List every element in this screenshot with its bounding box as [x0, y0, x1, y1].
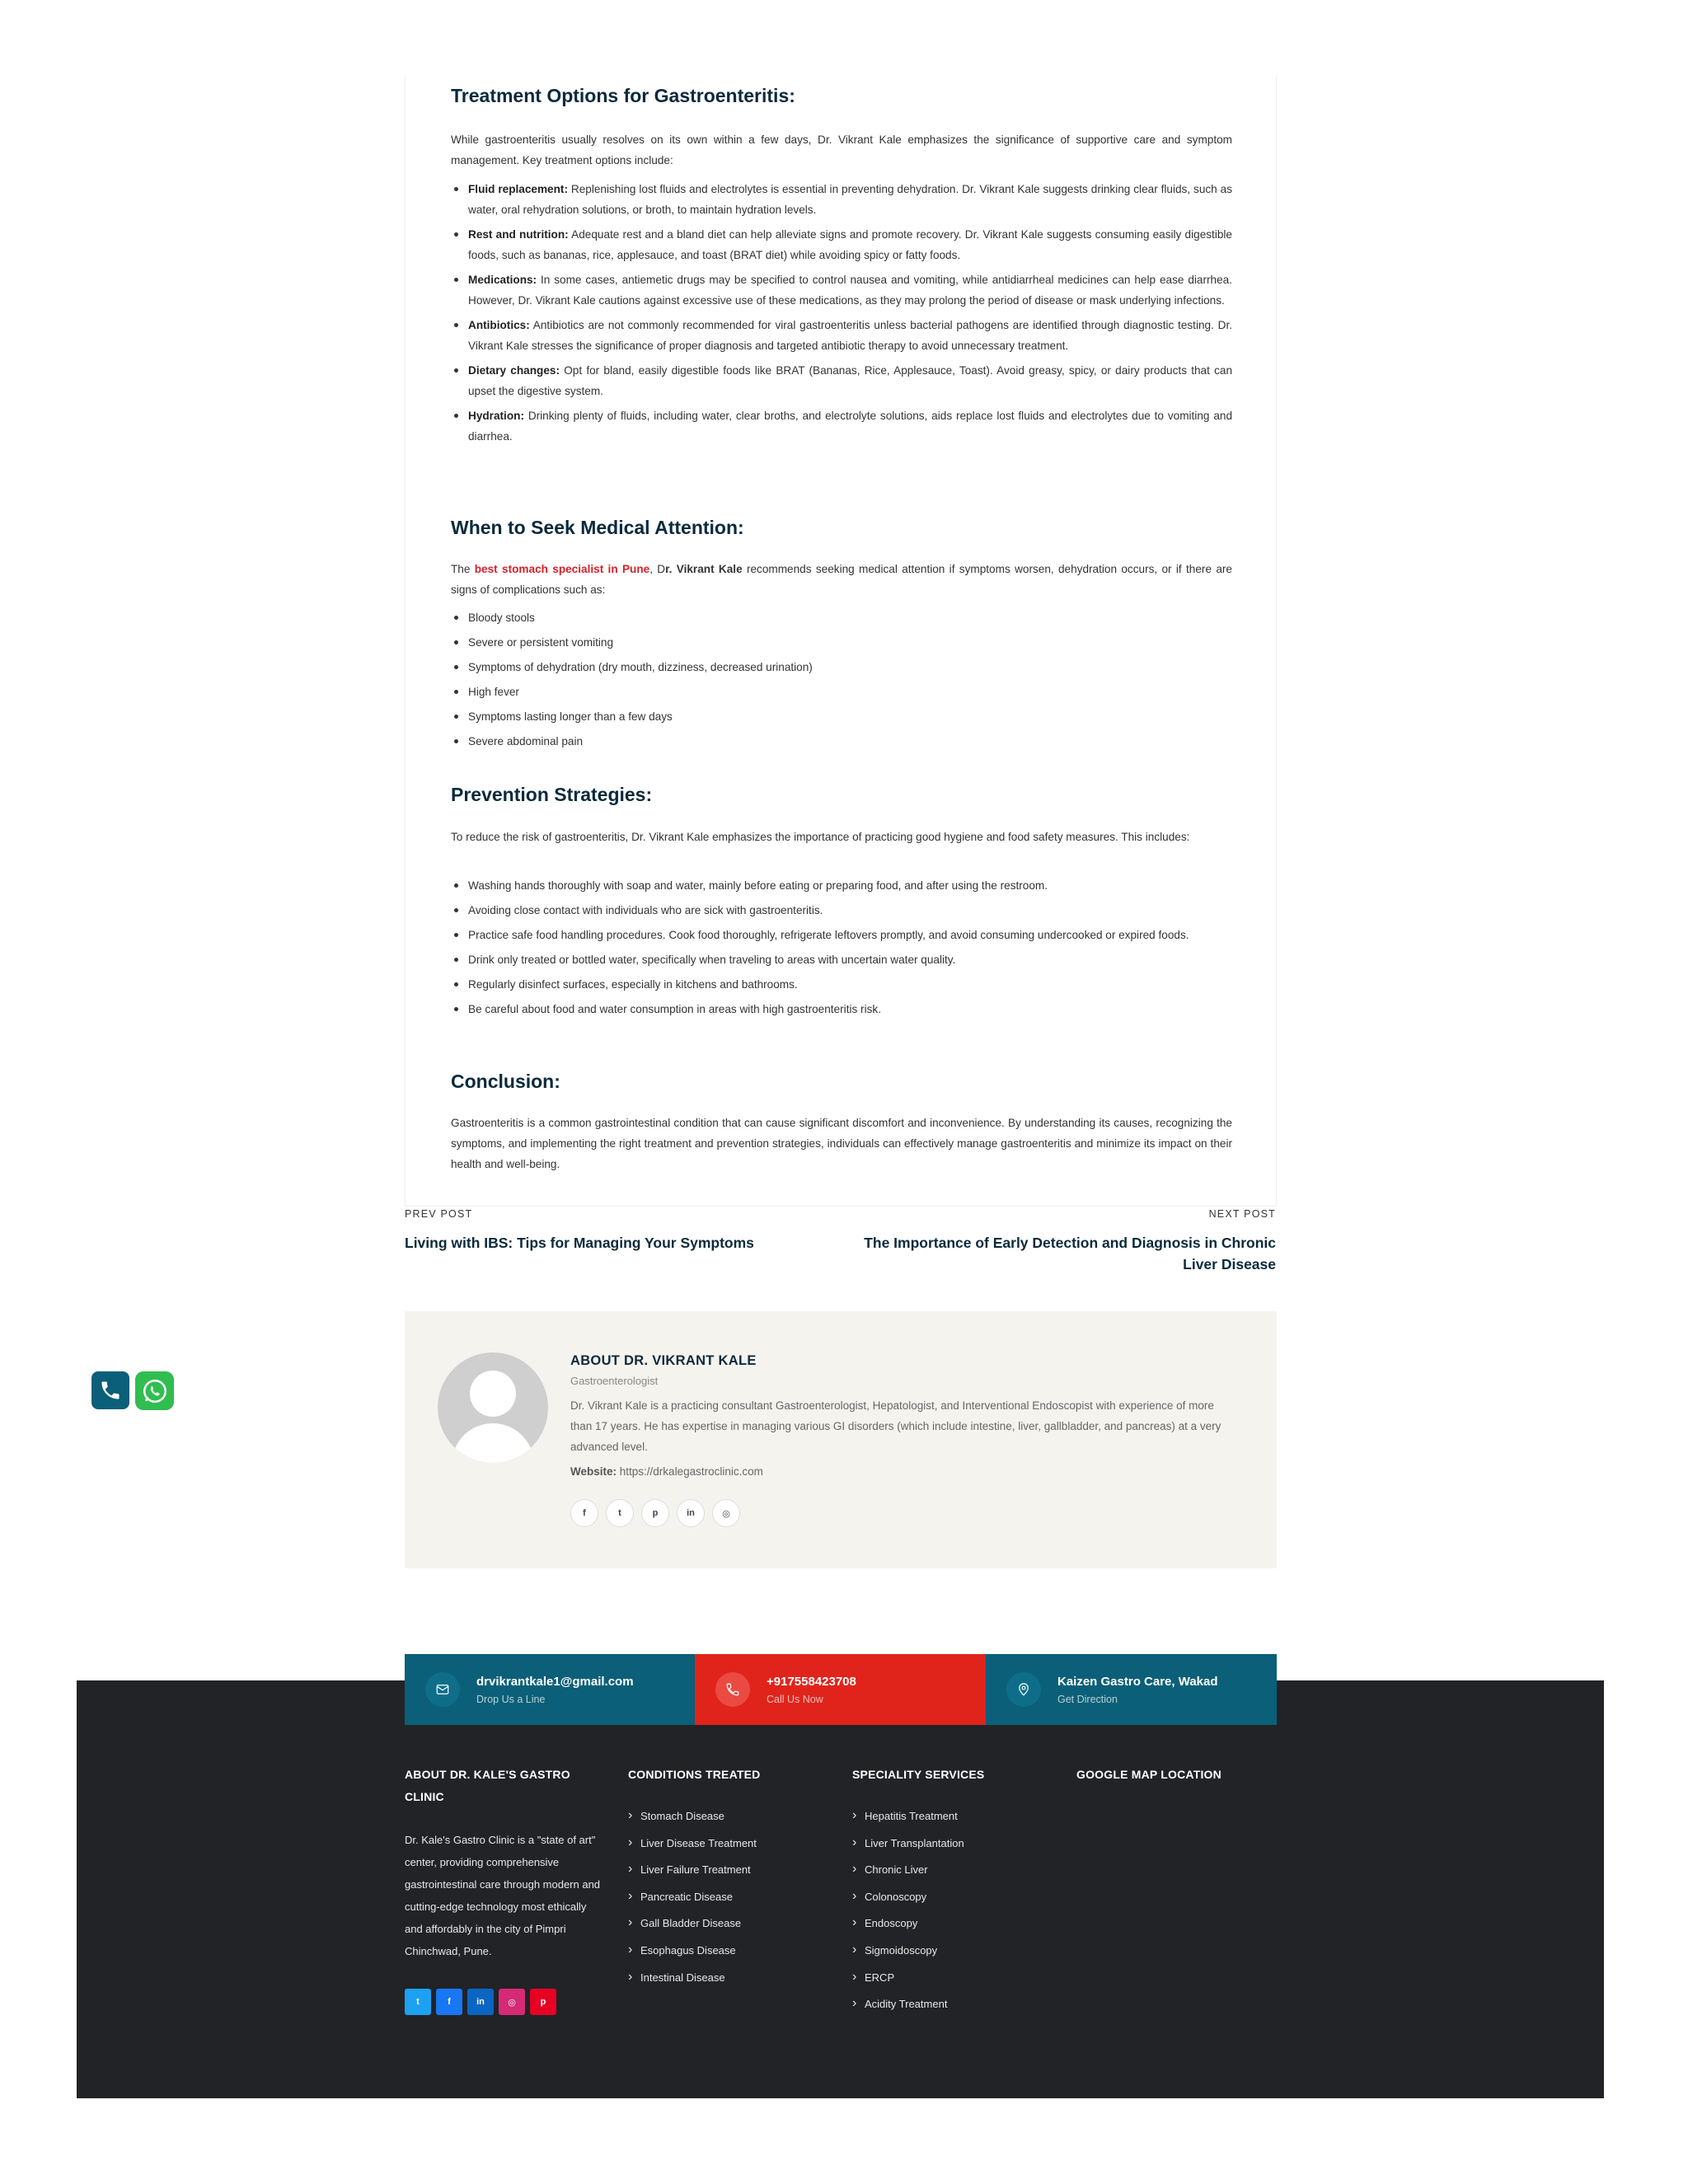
footer-link[interactable]: › Intestinal Disease [628, 1967, 757, 1994]
next-post-link[interactable]: The Importance of Early Detection and Diagnosis in Chronic Liver Disease [864, 1235, 1276, 1272]
attention-heading: When to Seek Medical Attention: [451, 517, 744, 538]
author-name: ABOUT DR. VIKRANT KALE [570, 1353, 757, 1368]
author-website-link[interactable]: https://drkalegastroclinic.com [619, 1465, 763, 1478]
footer-map-heading: GOOGLE MAP LOCATION [1076, 1768, 1221, 1781]
linkedin-icon[interactable]: in [677, 1499, 705, 1527]
email-icon [425, 1672, 460, 1707]
article-card [405, 77, 1277, 1206]
list-item: Severe or persistent vomiting [451, 632, 1232, 653]
footer-link[interactable]: › Stomach Disease [628, 1806, 757, 1833]
attention-intro: The best stomach specialist in Pune, Dr. Vikrant Kale recommends seeking medical attention if symptoms worsen, dehydration occurs, or if there are signs of complications such as: [451, 563, 1232, 596]
best-stomach-specialist-link[interactable]: best stomach specialist in Pune [474, 563, 650, 575]
prevention-intro: To reduce the risk of gastroenteritis, Dr. Vikrant Kale emphasizes the importance of practicing good hygiene and food safety measures. This includes: [451, 831, 1190, 843]
linkedin-icon[interactable]: in [467, 1989, 494, 2015]
footer-link[interactable]: › Pancreatic Disease [628, 1886, 757, 1914]
author-social-links [570, 1499, 740, 1527]
prev-post-label: PREV POST [405, 1208, 473, 1220]
footer-link[interactable]: › Gall Bladder Disease [628, 1913, 757, 1940]
footer-conditions-list [628, 1806, 757, 1994]
next-post-label: NEXT POST [1208, 1208, 1276, 1220]
pinterest-icon[interactable]: p [530, 1989, 556, 2015]
footer-about-heading: ABOUT DR. KALE'S GASTRO CLINIC [405, 1768, 570, 1803]
list-item: Drink only treated or bottled water, specifically when traveling to areas with uncertain water quality. [451, 949, 1232, 970]
list-item: High fever [451, 682, 1232, 702]
prevention-list [451, 875, 1232, 1019]
pinterest-icon[interactable]: p [641, 1499, 669, 1527]
list-item: Hydration: Drinking plenty of fluids, including water, clear broths, and electrolyte solutions, aids replace lost fluids and electrolytes due to vomiting and diarrhea. [451, 405, 1232, 447]
whatsapp-icon [141, 1377, 169, 1405]
footer-link[interactable]: › ERCP [852, 1967, 964, 1994]
contact-email[interactable]: drvikrantkale1@gmail.com Drop Us a Line [405, 1654, 695, 1725]
list-item: Regularly disinfect surfaces, especially in kitchens and bathrooms. [451, 974, 1232, 995]
list-item: Practice safe food handling procedures. Cook food thoroughly, refrigerate leftovers promptly, and avoid consuming undercooked or expired foods. [451, 925, 1232, 945]
footer-link[interactable]: › Liver Transplantation [852, 1833, 964, 1860]
footer-link[interactable]: › Liver Disease Treatment [628, 1833, 757, 1860]
list-item: Symptoms lasting longer than a few days [451, 706, 1232, 727]
author-website: Website: https://drkalegastroclinic.com [570, 1465, 763, 1478]
instagram-icon[interactable]: ◎ [712, 1499, 740, 1527]
treatment-list [451, 179, 1232, 447]
footer-link[interactable]: › Chronic Liver [852, 1859, 964, 1886]
treatment-heading: Treatment Options for Gastroenteritis: [451, 85, 795, 106]
phone-icon [99, 1379, 122, 1402]
list-item: Fluid replacement: Replenishing lost fluids and electrolytes is essential in preventing dehydration. Dr. Vikrant Kale suggests drinking clear fluids, such as water, oral rehydration solutions, or broth, to maintain hydration levels. [451, 179, 1232, 220]
facebook-icon[interactable]: f [436, 1989, 462, 2015]
footer-services-heading: SPECIALITY SERVICES [852, 1768, 985, 1781]
footer-link[interactable]: › Hepatitis Treatment [852, 1806, 964, 1833]
footer-social-links [405, 1989, 556, 2015]
list-item: Symptoms of dehydration (dry mouth, dizziness, decreased urination) [451, 657, 1232, 677]
footer-link[interactable]: › Sigmoidoscopy [852, 1940, 964, 1967]
twitter-icon[interactable]: t [405, 1989, 431, 2015]
list-item: Washing hands thoroughly with soap and water, mainly before eating or preparing food, and after using the restroom. [451, 875, 1232, 896]
twitter-icon[interactable]: t [606, 1499, 634, 1527]
list-item: Dietary changes: Opt for bland, easily digestible foods like BRAT (Bananas, Rice, Applesauce, Toast). Avoid greasy, spicy, or dairy products that can upset the digestive system. [451, 360, 1232, 401]
footer-conditions-heading: CONDITIONS TREATED [628, 1768, 761, 1781]
site-footer [77, 1680, 1604, 2098]
footer-link[interactable]: › Acidity Treatment [852, 1994, 964, 2021]
contact-phone[interactable]: +917558423708 Call Us Now [695, 1654, 986, 1725]
phone-icon [715, 1672, 750, 1707]
footer-services-list [852, 1806, 964, 2021]
footer-link[interactable]: › Colonoscopy [852, 1886, 964, 1914]
footer-link[interactable]: › Esophagus Disease [628, 1940, 757, 1967]
post-nav-divider [405, 1206, 1277, 1207]
prev-post-link[interactable]: Living with IBS: Tips for Managing Your Symptoms [405, 1235, 754, 1251]
footer-about-text: Dr. Kale's Gastro Clinic is a "state of art" center, providing comprehensive gastrointestinal care through modern and cutting-edge technology most ethically and affordably in the city of Pimpri Chinchwad, Pune. [405, 1834, 601, 1957]
footer-link[interactable]: › Endoscopy [852, 1913, 964, 1940]
list-item: Be careful about food and water consumption in areas with high gastroenteritis risk. [451, 999, 1232, 1019]
footer-link[interactable]: › Liver Failure Treatment [628, 1859, 757, 1886]
treatment-intro: While gastroenteritis usually resolves on its own within a few days, Dr. Vikrant Kale emphasizes the significance of supportive care and symptom management. Key treatment options include: [451, 134, 1232, 166]
author-bio: Dr. Vikrant Kale is a practicing consultant Gastroenterologist, Hepatologist, and Interventional Endoscopist with experience of more than 17 years. He has expertise in managing various GI disorders (which include intestine, liver, gallbladder, and pancreas) at a very advanced level. [570, 1399, 1221, 1453]
floating-whatsapp-button[interactable] [135, 1371, 174, 1410]
avatar [438, 1352, 548, 1463]
floating-call-button[interactable] [91, 1371, 129, 1409]
list-item: Avoiding close contact with individuals who are sick with gastroenteritis. [451, 900, 1232, 921]
list-item: Rest and nutrition: Adequate rest and a bland diet can help alleviate signs and promote recovery. Dr. Vikrant Kale suggests consuming easily digestible foods, such as bananas, rice, applesauce, and toast (BRAT diet) while avoiding spicy or fatty foods. [451, 224, 1232, 265]
list-item: Severe abdominal pain [451, 731, 1232, 752]
conclusion-text: Gastroenteritis is a common gastrointestinal condition that can cause significant discomfort and inconvenience. By understanding its causes, recognizing the symptoms, and implementing the right treatment and prevention strategies, individuals can effectively manage gastroenteritis and minimize its impact on their health and well-being. [451, 1117, 1232, 1170]
facebook-icon[interactable]: f [570, 1499, 598, 1527]
author-box [405, 1311, 1277, 1568]
list-item: Bloody stools [451, 607, 1232, 628]
list-item: Antibiotics: Antibiotics are not commonly recommended for viral gastroenteritis unless bacterial pathogens are identified through diagnostic testing. Dr. Vikrant Kale stresses the significance of proper diagnosis and targeted antibiotic therapy to avoid unnecessary treatment. [451, 315, 1232, 356]
instagram-icon[interactable]: ◎ [499, 1989, 525, 2015]
prevention-heading: Prevention Strategies: [451, 784, 653, 805]
attention-list [451, 607, 1232, 752]
author-role: Gastroenterologist [570, 1375, 659, 1387]
list-item: Medications: In some cases, antiemetic drugs may be specified to control nausea and vomiting, while antidiarrheal medicines can help ease diarrhea. However, Dr. Vikrant Kale cautions against excessive use of these medications, as they may prolong the period of disease or mask underlying infections. [451, 269, 1232, 311]
conclusion-heading: Conclusion: [451, 1071, 560, 1092]
contact-location[interactable]: Kaizen Gastro Care, Wakad Get Direction [986, 1654, 1277, 1725]
map-pin-icon [1006, 1672, 1041, 1707]
